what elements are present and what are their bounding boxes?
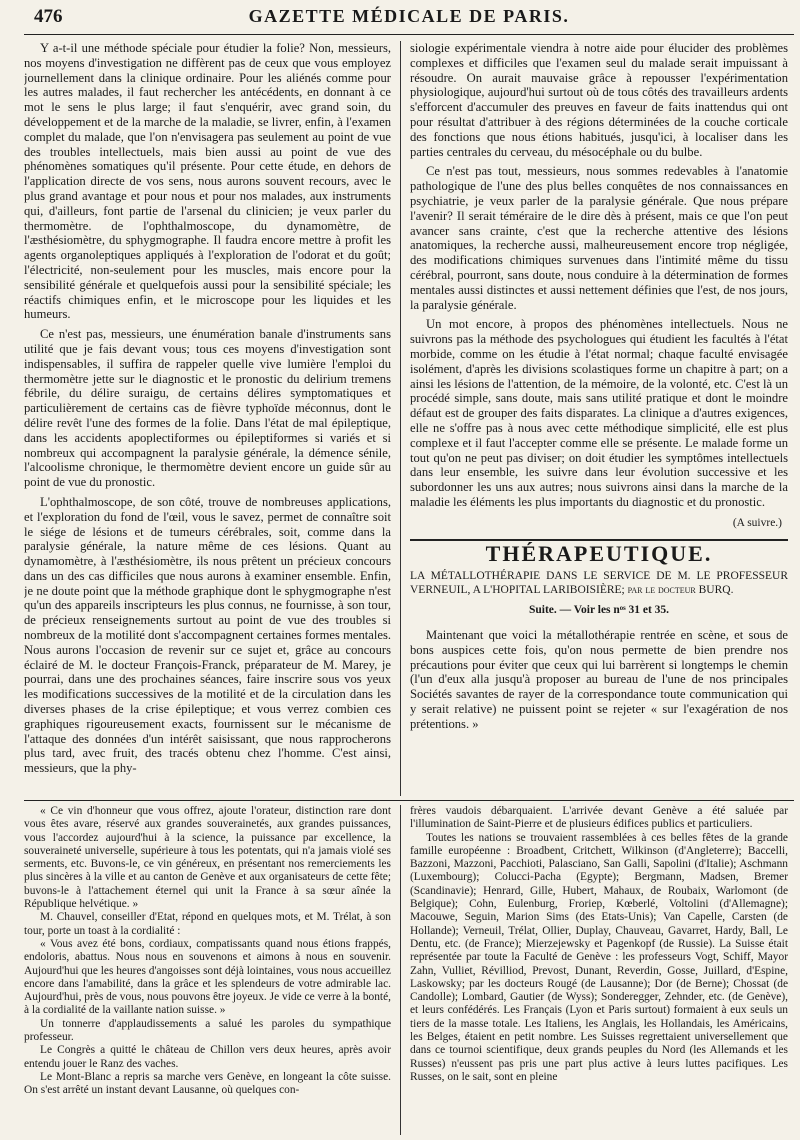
right-paragraph: Un mot encore, à propos des phénomènes intellectuels. Nous ne suivrons pas la méthode des psychologues qui étudient les facultés à l'état morbide, comme on les étudie à l'état normal; chaque faculté envisagée isolément, d'après les divisions scolastiques forme un chapitre à part; on a ainsi les lésions de l'attention, de la mémoire, de la volonté, etc. C'est là un procédé simple, sans doute, mais sans utilité pratique et dont le moindre défaut est de grouper des faits disparates. La clinique a d'autres exigences, elle ne s'offre pas à nous avec cette méthodique simplicité, elle est plus complexe et il faut l'accepter comme elle se présente. Le malade forme un tout qu'on ne peut pas diviser; on doit étudier les symptômes intellectuels dans leur ensemble, les suivre dans leur évolution successive et les subordonner les uns aux autres; nous suivrons ainsi dans la marche de la maladie les éléments les plus importants du diagnostic et du pronostic. (410, 317, 788, 509)
left-paragraph: Ce n'est pas, messieurs, une énumération banale d'instruments sans utilité que je fais devant vous; tous ces moyens d'investigation sont indispensables, il suffira de rappeler quelle vive lumière l'emploi du thermomètre jette sur le diagnostic et le pronostic du delirium tremens fébrile, du délire suraigu, de certains délires symptomatiques et particulièrement de certains cas de fièvre typhoïde méconnus, dont le délire revêt l'une des formes de la folie. Dans l'état de mal épileptique, dans les accidents apoplectiformes ou épileptiformes si variés et si nombreux qui accompagnent la paralysie générale, la démence sénile, l'alcoolisme chronique, le thermomètre devient encore un guide sûr au point de vue du pronostic. (24, 327, 391, 490)
feuilleton-paragraph: frères vaudois débarquaient. L'arrivée devant Genève a été saluée par l'illumination de Saint-Pierre et de plusieurs édifices publics et particuliers. (410, 805, 788, 831)
to-be-continued: (A suivre.) (732, 516, 782, 529)
right-paragraph: Ce n'est pas tout, messieurs, nous sommes redevables à l'anatomie pathologique de l'une des plus belles conquêtes de nos connaissances en psychiatrie, je veux parler de la paralysie générale. Que nous prépare l'avenir? Il serait téméraire de le dire dès à présent, mais ce que l'on peut avancer sans crainte, c'est que la recherche attentive des lésions anatomiques, la recherche aussi, malheureusement encore trop négligée, des modifications chimiques survenues dans l'intimité même du tissu cérébral, pourront, sans doute, nous conduire à la détermination de formes mentales aussi distinctes et aussi nettement définies que l'est, de nos jours, la paralysie générale. (410, 164, 788, 312)
feuilleton-paragraph: M. Chauvel, conseiller d'Etat, répond en quelques mots, et M. Trélat, à son tour, porte un toast à la cordialité : (24, 911, 391, 937)
feuilleton-columns (24, 805, 794, 1135)
feuilleton-divider (24, 800, 794, 801)
article-paragraph: Maintenant que voici la métallothérapie rentrée en scène, et sous de bons auspices cette fois, qu'on nous permette de bien prendre nos précautions pour éviter que ceux qui lui barrèrent si longtemps le chemin (l'un d'eux alla jusqu'à proposer au bureau de l'une de nos principales Sociétés savantes de rayer de la correspondance toute communication qui y serait relative) ne puissent point se rejeter « sur l'exagération de nos prétentions. » (410, 628, 788, 731)
feuilleton-paragraph: « Ce vin d'honneur que vous offrez, ajoute l'orateur, distinction rare dont vous êtes avare, réservé aux grandes souverainetés, aux grandes puissances, vous l'accordez aujourd'hui à la science, la puissance par excellence, la souveraineté universelle, supérieure à tous les potentats, qui n'a jamais violé ses serments, etc. Buvons-le, ce vin généreux, en présentant nos remerciements les plus sincères à la ville et au canton de Genève et aux organisateurs de cette fête; buvons-le à l'attachement éternel qui unit la France à sa sœur aînée la République helvétique. » (24, 805, 391, 911)
page-header (24, 0, 794, 35)
right-column (400, 41, 788, 796)
section-title: THÉRAPEUTIQUE. (485, 540, 713, 566)
article-suite: Suite. — Voir les nᵒˢ 31 et 35. (528, 604, 670, 617)
feuilleton-paragraph: Le Mont-Blanc a repris sa marche vers Genève, en longeant la côte suisse. On s'est arrêté un instant devant Lausanne, où quelques con- (24, 1070, 391, 1097)
feuilleton-left-column (24, 805, 400, 1135)
feuilleton-paragraph: Un tonnerre d'applaudissements a salué les paroles du sympathique professeur. (24, 1017, 391, 1044)
feuilleton-paragraph: Toutes les nations se trouvaient rassemblées à ces belles fêtes de la grande famille européenne : Broadbent, Critchett, Wilkinson (d'Angleterre); Baccelli, Bazzoni, Mazzoni, Pacchioti, Palasciano, San Galli, Sapolini (d'Italie); Aschmann (Luxembourg); Colucci-Pacha (Egypte); Bergmann, Madsen, Bremer (Scandinavie); Henrard, Gille, Hubert, Mahaux, de Roubaix, Warlomont (de Belgique); Cohn, Eulenburg, Froriep, Kœberlé, Voltolini (d'Allemagne); Macouwe, Seguin, Marion Sims (des Etats-Unis); Van Capelle, Carsten (de Hollande); Verneuil, Trélat, Ollier, Duplay, Chauveau, Gavarret, Hardy, Ball, Le Dentu, etc. (de France); Mierzejewsky et Pagenkopf (de Russie). La Suisse était représentée par toute la Faculté de Genève : les professeurs Vogt, Schiff, Mayor Zahn, Vulliet, Révilliod, Prevost, Dunant, Reverdin, Gosse, Juillard, d'Espine, Laskowsky; par les docteurs Rougé (de Lausanne); Dor (de Berne); Chossat (de Candolle); Lombard, Gautier (de Wyss); Sonderegger, Zehnder, etc. (de Genève), et leurs confédérés. Les Français (Lyon et Paris surtout) formaient à eux seuls un tiers de la masse totale. Les Italiens, les Anglais, les Hollandais, les Américains, les Belges, étaient en petit nombre. Les Suisses regrettaient universellement que dans ce tournoi scientifique, deux grands peuples du Nord (les Allemands et les Russes) n'eussent pas pris une part plus active à leurs luttes pacifiques. Les Russes, on le sait, sont en pleine (410, 831, 788, 1083)
left-paragraph: L'ophthalmoscope, de son côté, trouve de nombreuses applications, et l'exploration du fond de l'œil, vous le savez, permet de connaître soit le siége de lésions et de tumeurs cérébrales, soit, comme dans la paralysie générale, la nature même de ces lésions. Quant au dynamomètre, à l'æsthésiomètre, ils nous prêtent un précieux concours dans un des cas difficiles que nous aurons à examiner ensemble. Enfin, je ne doute point que la méthode graphique dont le sphygmographe n'est qu'un des appareils inscripteurs les plus connus, ne fournisse, à son tour, de précieux renseignements surtout au point de vue des troubles si nombreux de la motilité dont s'accompagnent certaines formes mentales. Nous aurons l'occasion de revenir sur ce sujet et, grâce au concours éclairé de M. le docteur François-Franck, préparateur de M. Marey, je pourrai, dans une des prochaines séances, faire inscrire sous vos yeux les modifications successives de la motilité et de la circulation dans les diverses phases de la crise épileptique; et vous verrez combien ces graphiques rigoureusement exacts, fournissent sur le mécanisme de l'attaque des données d'un intérêt saisissant, que nous rapprocherons plus tard, avec fruit, des tracés obtenu chez l'homme. C'est ainsi, messieurs, que la phy- (24, 494, 391, 776)
left-column (24, 41, 400, 796)
feuilleton-right-column (400, 805, 788, 1135)
right-paragraph: siologie expérimentale viendra à notre aide pour élucider des problèmes complexes et difficiles que l'examen seul du malade serait impuissant à résoudre. On aurait mauvaise grâce à repousser l'expérimentation physiologique, aujourd'hui surtout où de tous côtés des travailleurs ardents s'efforcent d'accumuler des preuves en faveur de faits inattendus qui ont pour résultat d'attribuer à des régions déterminées de la couche corticale des fonctions que nous étions habitués, jusqu'ici, à localiser dans les parties centrales du cerveau, du mésocéphale ou du bulbe. (410, 41, 788, 159)
main-columns (24, 41, 794, 796)
feuilleton-paragraph: Le Congrès a quitté le château de Chillon vers deux heures, après avoir entendu jouer le Ranz des vaches. (24, 1044, 391, 1070)
article-title: LA MÉTALLOTHÉRAPIE DANS LE SERVICE DE M. LE PROFESSEUR VERNEUIL, A L'HOPITAL LARIBOISIÈRE; par le docteur BURQ. (410, 570, 788, 597)
left-paragraph: Y a-t-il une méthode spéciale pour étudier la folie? Non, messieurs, nos moyens d'investigation ne diffèrent pas de ceux que vous employez journellement dans la clinique ordinaire. Pour les aliénés comme pour les autres malades, il faut rechercher les antécédents, en donnant à ce mot le sens le plus large; il faut s'enquérir, avec grand soin, du développement et de la marche de la maladie, se livrer, enfin, à l'examen complet du malade, que l'on n'envisagera pas seulement au point de vue des troubles intellectuels, mais bien aussi au point de vue des phénomènes somatiques qu'il présente. Pour cette étude, en dehors de l'application directe de vos sens, nous aurons souvent recours, avec le plus grand avantage et pour nous et pour nos malades, aux instruments qui, d'ailleurs, font partie de l'arsenal du clinicien; je veux parler du thermomètre. de l'ophthalmoscope, du dynamomètre, de l'æsthésiomètre, du sphygmographe. Il faudra encore mettre à profit les agents organoleptiques appliqués à l'exploration de l'odorat et du goût; l'électricité, non-seulement pour les muscles, mais encore pour la sensibilité générale et quelquefois aussi pour la sensibilité spéciale; les réactifs chimiques enfin, et le microscope pour les liquides et les humeurs. (24, 41, 391, 322)
page-number: 476 (34, 6, 63, 27)
journal-title: GAZETTE MÉDICALE DE PARIS. (248, 6, 570, 26)
feuilleton-paragraph: « Vous avez été bons, cordiaux, compatissants quand nous étions frappés, endoloris, abattus. Nous nous en souvenons et aimons à nous en souvenir. Aujourd'hui que les heures d'angoisses sont déjà lointaines, vous nous accueillez encore dans l'amabilité, dans la grâce et les splendeurs de votre admirable lac. Aujourd'hui, près de vous, nous pouvons être joyeux. Je vide ce verre à la bonté, à la cordialité de la vaillante nation suisse. » (24, 937, 391, 1017)
